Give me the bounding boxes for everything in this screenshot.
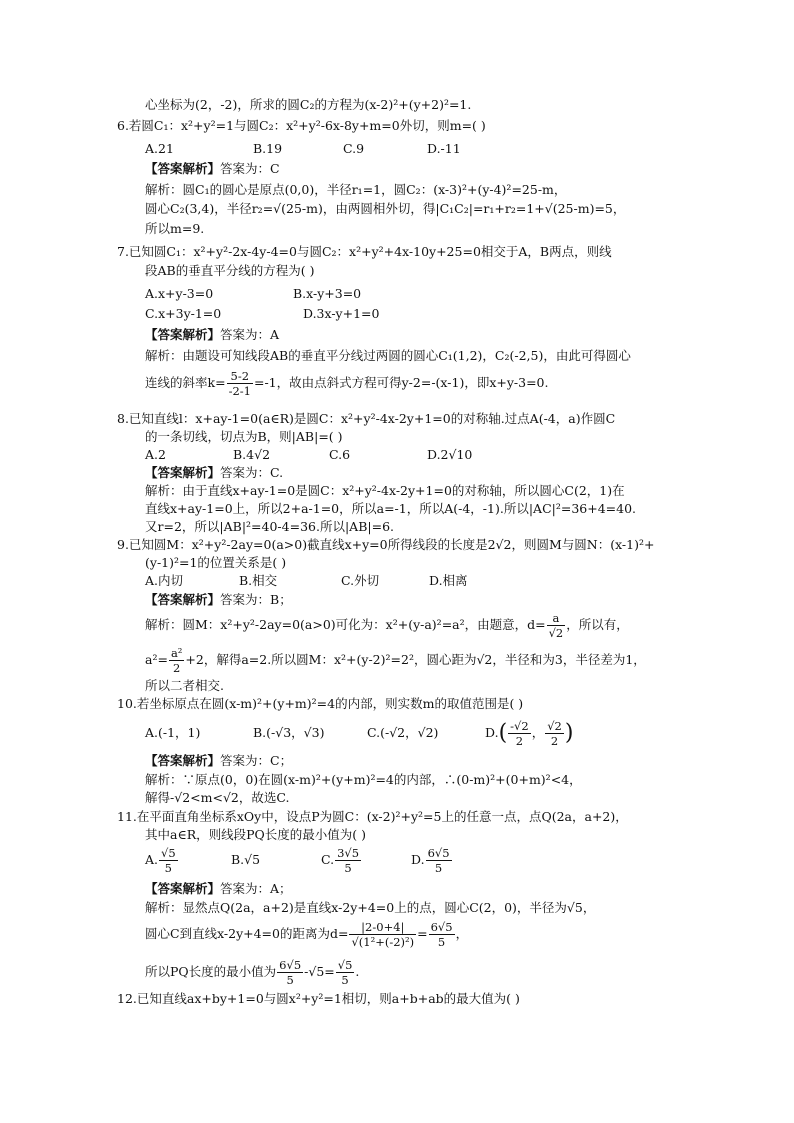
answer-label: 【答案解析】 bbox=[145, 327, 221, 342]
text-line bbox=[145, 677, 224, 695]
text: = bbox=[417, 926, 428, 941]
answer-text: 答案为：A bbox=[220, 327, 280, 342]
fraction bbox=[508, 719, 531, 748]
right-paren: ) bbox=[564, 720, 574, 746]
option-d bbox=[411, 843, 453, 877]
text-line bbox=[145, 262, 314, 280]
text-line bbox=[145, 955, 359, 989]
numerator: |2-0+4| bbox=[349, 920, 416, 935]
option-a: A.x+y-3=0 bbox=[145, 286, 214, 301]
denominator: √(1²+(-2)²) bbox=[351, 935, 415, 949]
answer-11 bbox=[145, 880, 292, 898]
option-a bbox=[145, 843, 179, 877]
question-7 bbox=[117, 243, 612, 261]
text: 解析：∵原点(0，0)在圆(x-m)²+(y+m)²=4的内部，∴(0-m)²+(0+m)²<4， bbox=[145, 772, 582, 787]
answer-9 bbox=[145, 591, 292, 609]
text-line bbox=[145, 500, 636, 518]
text-line bbox=[145, 771, 582, 789]
option-label: D. bbox=[485, 725, 499, 740]
text-line bbox=[145, 347, 631, 365]
answer-text: 答案为：A； bbox=[220, 881, 292, 896]
text: 圆心C₂(3,4)，半径r₂=√(25-m)，由两圆相外切，得|C₁C₂|=r₁+r₂=1+√(25-m)=5， bbox=[145, 201, 626, 216]
option-c: C.外切 bbox=[341, 573, 380, 588]
text-line bbox=[145, 96, 471, 114]
answer-text: 答案为：C bbox=[220, 161, 280, 176]
fraction bbox=[547, 611, 566, 640]
option-c bbox=[321, 843, 362, 877]
question-text: 9.已知圆M：x²+y²-2ay=0(a>0)截直线x+y=0所得线段的长度是2√2，则圆M与圆N：(x-1)²+ bbox=[117, 537, 655, 552]
text-line bbox=[145, 368, 548, 398]
left-paren: ( bbox=[498, 720, 508, 746]
denominator: 5 bbox=[344, 861, 352, 875]
option-a: A.(-1，1) bbox=[145, 725, 201, 740]
fraction bbox=[545, 719, 564, 748]
option-d: D.-11 bbox=[427, 141, 461, 156]
fraction bbox=[277, 958, 303, 987]
text: . bbox=[355, 964, 360, 979]
question-10 bbox=[117, 695, 523, 713]
numerator: a² bbox=[170, 646, 183, 660]
option-b: B.19 bbox=[253, 141, 283, 156]
text: 圆心C到直线x-2y+4=0的距离为d= bbox=[145, 926, 349, 941]
numerator: √5 bbox=[161, 846, 176, 860]
denominator: -2-1 bbox=[228, 384, 251, 398]
text: 解析：圆C₁的圆心是原点(0,0)，半径r₁=1，圆C₂：(x-3)²+(y-4)²=25-m， bbox=[145, 182, 567, 197]
numerator: √5 bbox=[337, 958, 353, 972]
text: 的一条切线，切点为B，则|AB|=( ) bbox=[145, 429, 343, 444]
text: 解析：圆M：x²+y²-2ay=0(a>0)可化为：x²+(y-a)²=a²，由题意，d= bbox=[145, 617, 546, 632]
numerator: 3√5 bbox=[337, 846, 360, 860]
question-text: 7.已知圆C₁：x²+y²-2x-4y-4=0与圆C₂：x²+y²+4x-10y+25=0相交于A，B两点，则线 bbox=[117, 244, 612, 259]
fraction bbox=[336, 958, 355, 987]
text: 所以PQ长度的最小值为 bbox=[145, 964, 277, 979]
text: 解析：由于直线x+ay-1=0是圆C：x²+y²-4x-2y+1=0的对称轴，所以圆心C(2，1)在 bbox=[145, 483, 625, 498]
fraction bbox=[159, 846, 178, 875]
text: 段AB的垂直平分线的方程为( ) bbox=[145, 263, 315, 278]
numerator: √2 bbox=[547, 719, 562, 733]
denominator: 5 bbox=[286, 973, 294, 987]
question-8 bbox=[117, 410, 615, 428]
text: 所以二者相交. bbox=[145, 678, 224, 693]
denominator: 5 bbox=[341, 973, 349, 987]
option-label: D. bbox=[411, 852, 425, 867]
option-d: D.3x-y+1=0 bbox=[303, 306, 380, 321]
question-text: 6.若圆C₁：x²+y²=1与圆C₂：x²+y²-6x-8y+m=0外切，则m=( ) bbox=[117, 118, 486, 133]
option-c: C.x+3y-1=0 bbox=[145, 306, 222, 321]
option-c: C.(-√2，√2) bbox=[367, 725, 439, 740]
text: 其中a∈R，则线段PQ长度的最小值为( ) bbox=[145, 827, 367, 842]
text: -√5= bbox=[304, 964, 335, 979]
text: 解析：由题设可知线段AB的垂直平分线过两圆的圆心C₁(1,2)，C₂(-2,5)，由此可得圆心 bbox=[145, 348, 631, 363]
denominator: 2 bbox=[550, 734, 559, 748]
text-line bbox=[145, 181, 566, 199]
option-a: A.21 bbox=[145, 141, 174, 156]
fraction bbox=[169, 646, 184, 675]
text: ， bbox=[455, 926, 469, 941]
text-line bbox=[145, 915, 468, 953]
text-line bbox=[145, 482, 625, 500]
denominator: 5 bbox=[164, 861, 172, 875]
text: (y-1)²=1的位置关系是( ) bbox=[145, 555, 287, 570]
answer-8 bbox=[145, 464, 283, 482]
fraction bbox=[426, 846, 452, 875]
numerator: 6√5 bbox=[279, 958, 302, 972]
text-line bbox=[145, 643, 646, 677]
answer-label: 【答案解析】 bbox=[145, 161, 221, 176]
question-text: 8.已知直线l：x+ay-1=0(a∈R)是圆C：x²+y²-4x-2y+1=0的对称轴.过点A(-4，a)作圆C bbox=[117, 411, 616, 426]
option-label: C. bbox=[321, 852, 335, 867]
options-10 bbox=[145, 716, 765, 750]
option-b: B.(-√3，√3) bbox=[253, 725, 325, 740]
answer-text: 答案为：B； bbox=[220, 592, 292, 607]
answer-7 bbox=[145, 326, 279, 344]
text-line bbox=[145, 518, 394, 536]
text: =-1，故由点斜式方程可得y-2=-(x-1)，即x+y-3=0. bbox=[253, 375, 549, 390]
answer-text: 答案为：C. bbox=[220, 465, 284, 480]
question-text: 10.若坐标原点在圆(x-m)²+(y+m)²=4的内部，则实数m的取值范围是( ) bbox=[117, 696, 524, 711]
numerator: -√2 bbox=[510, 719, 529, 733]
option-c: C.9 bbox=[343, 141, 365, 156]
text: 解析：显然点Q(2a，a+2)是直线x-2y+4=0上的点，圆心C(2，0)，半径为√5， bbox=[145, 900, 596, 915]
question-11 bbox=[117, 808, 628, 826]
options-11 bbox=[145, 843, 745, 877]
option-d: D.相离 bbox=[429, 573, 468, 588]
text-line bbox=[145, 789, 289, 807]
numerator: a bbox=[547, 611, 566, 626]
numerator: 6√5 bbox=[430, 920, 453, 934]
question-6 bbox=[117, 117, 486, 135]
comma: ， bbox=[531, 725, 545, 740]
text-line bbox=[145, 200, 625, 218]
text: +2，解得a=2.所以圆M：x²+(y-2)²=2²，圆心距为√2，半径和为3，半径差为1， bbox=[185, 652, 646, 667]
answer-10 bbox=[145, 752, 292, 770]
option-d bbox=[485, 716, 573, 751]
text: 又r=2，所以|AB|²=40-4=36.所以|AB|=6. bbox=[145, 519, 394, 534]
question-9 bbox=[117, 536, 654, 554]
text: 心坐标为(2，-2)，所求的圆C₂的方程为(x-2)²+(y+2)²=1. bbox=[145, 97, 472, 112]
denominator: 2 bbox=[173, 661, 181, 675]
answer-label: 【答案解析】 bbox=[145, 881, 221, 896]
text: 连线的斜率k= bbox=[145, 375, 226, 390]
answer-6 bbox=[145, 160, 280, 178]
option-b: B.相交 bbox=[239, 573, 278, 588]
denominator: 5 bbox=[434, 861, 443, 875]
question-text: 11.在平面直角坐标系xOy中，设点P为圆C：(x-2)²+y²=5上的任意一点，点Q(2a，a+2)， bbox=[117, 809, 628, 824]
text: a²= bbox=[145, 652, 168, 667]
option-c: C.6 bbox=[329, 447, 351, 462]
fraction bbox=[349, 920, 416, 949]
question-12 bbox=[117, 990, 520, 1008]
text: ，所以有， bbox=[566, 617, 629, 632]
fraction bbox=[227, 369, 253, 398]
option-label: A. bbox=[145, 852, 159, 867]
text-line bbox=[145, 220, 204, 238]
fraction bbox=[429, 920, 455, 949]
numerator: 6√5 bbox=[427, 846, 450, 860]
question-text: 12.已知直线ax+by+1=0与圆x²+y²=1相切，则a+b+ab的最大值为( ) bbox=[117, 991, 520, 1006]
answer-label: 【答案解析】 bbox=[145, 465, 221, 480]
text: 直线x+ay-1=0上，所以2+a-1=0，所以a=-1，所以A(-4，-1).所以|AC|²=36+4=40. bbox=[145, 501, 637, 516]
text-line bbox=[145, 554, 286, 572]
numerator: 5-2 bbox=[227, 369, 253, 384]
text-line bbox=[145, 608, 629, 642]
text: 解得-√2<m<√2，故选C. bbox=[145, 790, 290, 805]
answer-label: 【答案解析】 bbox=[145, 592, 221, 607]
text: 所以m=9. bbox=[145, 221, 205, 236]
option-b: B.4√2 bbox=[233, 447, 271, 462]
option-a: A.内切 bbox=[145, 573, 184, 588]
denominator: 2 bbox=[515, 734, 524, 748]
option-a: A.2 bbox=[145, 447, 166, 462]
answer-text: 答案为：C； bbox=[220, 753, 293, 768]
text-line bbox=[145, 826, 366, 844]
text-line bbox=[145, 428, 343, 446]
option-b: B.√5 bbox=[231, 852, 261, 867]
denominator: √2 bbox=[548, 626, 564, 640]
denominator: 5 bbox=[437, 935, 446, 949]
option-d: D.2√10 bbox=[427, 447, 473, 462]
option-b: B.x-y+3=0 bbox=[293, 286, 362, 301]
fraction bbox=[335, 846, 361, 875]
answer-label: 【答案解析】 bbox=[145, 753, 221, 768]
